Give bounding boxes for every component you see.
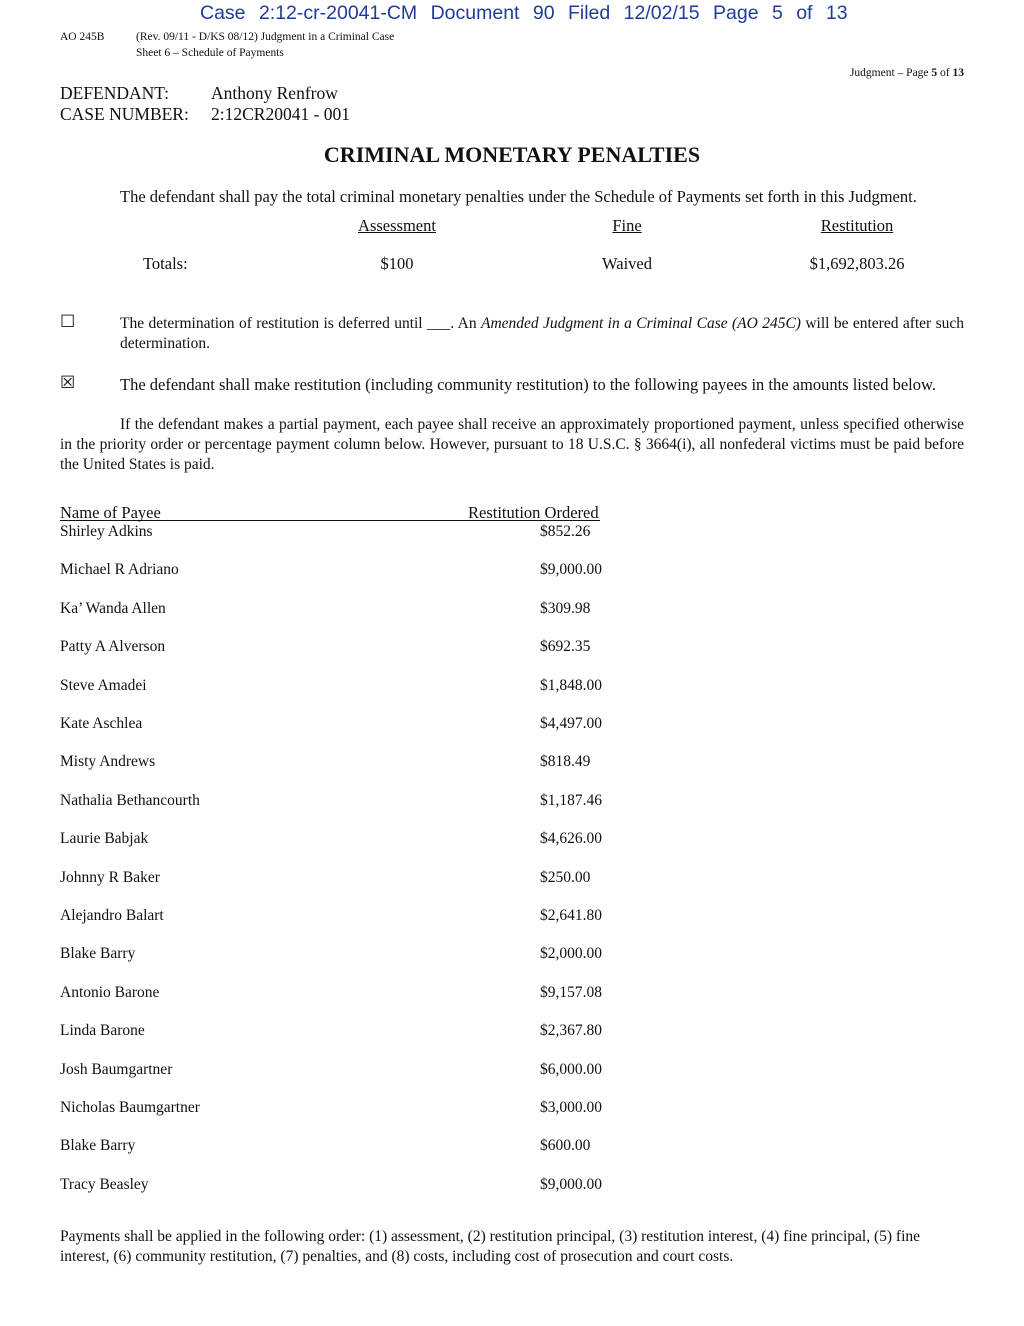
page-title: CRIMINAL MONETARY PENALTIES	[323, 142, 701, 167]
payee-amount: $9,000.00	[540, 1175, 602, 1193]
defendant-label: DEFENDANT:	[60, 83, 169, 103]
payee-row	[60, 1061, 620, 1081]
payee-amount: $250.00	[540, 868, 591, 886]
totals-assessment: $100	[380, 254, 414, 273]
payee-amount: $2,000.00	[540, 945, 602, 963]
payee-name: Linda Barone	[60, 1022, 145, 1040]
payee-name: Antonio Barone	[60, 983, 160, 1001]
judgment-page-number: 5	[931, 67, 938, 79]
deferred-text-a: The determination of restitution is deferred until ___. An	[120, 315, 481, 332]
payee-header-underline	[60, 520, 600, 521]
payee-name: Patty A Alverson	[60, 638, 166, 656]
payee-amount: $600.00	[540, 1137, 591, 1155]
payee-row	[60, 600, 620, 620]
payee-amount: $9,000.00	[540, 561, 602, 579]
payee-name: Kate Aschlea	[60, 715, 143, 732]
deferred-text-italic: Amended Judgment in a Criminal Case (AO 245C)	[480, 315, 801, 332]
payee-name: Nathalia Bethancourth	[60, 791, 200, 809]
payee-row	[60, 1176, 620, 1196]
defendant-name: Anthony Renfrow	[211, 83, 338, 103]
case-number-value: 2:12CR20041 - 001	[211, 104, 351, 124]
form-sheet: Sheet 6 – Schedule of Payments	[136, 47, 284, 59]
payee-row	[60, 561, 620, 581]
payee-name: Blake Barry	[60, 945, 136, 963]
payee-name: Laurie Babjak	[60, 830, 149, 848]
deferred-checkbox: ☐	[60, 312, 76, 331]
payee-amount: $6,000.00	[540, 1060, 602, 1078]
judgment-page-indicator	[850, 67, 964, 79]
payee-name: Steve Amadei	[60, 676, 147, 694]
restitution-checkbox: ☒	[60, 373, 76, 392]
payee-amount: $4,497.00	[540, 715, 602, 732]
judgment-page-prefix: Judgment – Page	[849, 67, 932, 79]
payee-amount: $2,367.80	[540, 1022, 602, 1040]
payee-amount: $852.26	[540, 523, 591, 540]
payee-amount: $1,187.46	[540, 791, 602, 809]
payee-row	[60, 792, 620, 812]
payee-name: Alejandro Balart	[60, 907, 164, 924]
totals-label: Totals:	[143, 254, 188, 273]
payee-name: Shirley Adkins	[60, 523, 153, 540]
payee-name: Tracy Beasley	[60, 1175, 149, 1193]
deferred-text-b: will be entered after such determination.	[120, 315, 965, 352]
payee-row	[60, 1022, 620, 1042]
payee-name: Johnny R Baker	[60, 868, 160, 886]
payee-name: Josh Baumgartner	[60, 1060, 173, 1078]
totals-restitution: $1,692,803.26	[809, 254, 905, 273]
payee-name: Michael R Adriano	[60, 561, 179, 579]
judgment-page-total: 13	[952, 67, 964, 79]
payee-row	[60, 677, 620, 697]
judgment-page-of: of	[937, 67, 953, 79]
intro-text: The defendant shall pay the total criminal monetary penalties under the Schedule of Payments set forth in this Judgment.	[120, 187, 917, 206]
payee-row	[60, 830, 620, 850]
partial-payment-text: If the defendant makes a partial payment, each payee shall receive an approximately proportioned payment, unless specified otherwise in the priority order or percentage payment column below. However, pursuant to 18 U.S.C. § 3664(i), all nonfederal victims must be paid before the United States is paid.	[60, 416, 964, 473]
payee-amount: $1,848.00	[540, 676, 602, 694]
payee-name: Blake Barry	[60, 1137, 136, 1155]
payee-row	[60, 1137, 620, 1157]
case-number-label: CASE NUMBER:	[60, 104, 189, 124]
payee-amount: $818.49	[540, 753, 591, 771]
form-code: AO 245B	[60, 31, 105, 43]
restitution-notice-text: The defendant shall make restitution (including community restitution) to the following payees in the amounts listed below.	[120, 375, 936, 394]
payment-order-text: Payments shall be applied in the following order: (1) assessment, (2) restitution principal, (3) restitution interest, (4) fine principal, (5) fine interest, (6) community restitution, (7) penalties, and (8) costs, including cost of prosecution and court costs.	[60, 1228, 921, 1265]
filing-stamp: Case 2:12-cr-20041-CM Document 90 Filed 12/02/15 Page 5 of 13	[200, 2, 848, 24]
fine-header: Fine	[612, 216, 642, 235]
payee-amount: $3,000.00	[540, 1099, 602, 1116]
restitution-header: Restitution	[820, 216, 894, 235]
payee-row	[60, 984, 620, 1004]
payee-row	[60, 869, 620, 889]
payee-row	[60, 945, 620, 965]
payee-amount: $2,641.80	[540, 907, 602, 924]
payee-row	[60, 523, 620, 543]
payee-row	[60, 1099, 620, 1119]
payee-row	[60, 753, 620, 773]
totals-fine: Waived	[602, 254, 652, 273]
payee-row	[60, 715, 620, 735]
payee-name: Ka’ Wanda Allen	[60, 599, 166, 617]
assessment-header: Assessment	[358, 216, 436, 235]
payee-amount: $309.98	[540, 599, 591, 617]
restitution-ordered-header: Restitution Ordered	[468, 503, 599, 522]
payee-name: Misty Andrews	[60, 753, 156, 771]
payee-amount: $9,157.08	[540, 983, 602, 1001]
payee-row	[60, 638, 620, 658]
deferred-text	[120, 314, 964, 354]
payee-name: Nicholas Baumgartner	[60, 1099, 200, 1116]
payee-name-header: Name of Payee	[60, 503, 161, 522]
payee-amount: $4,626.00	[540, 830, 602, 848]
payee-row	[60, 907, 620, 927]
payee-amount: $692.35	[540, 638, 591, 656]
form-revision: (Rev. 09/11 - D/KS 08/12) Judgment in a Criminal Case	[136, 31, 395, 43]
